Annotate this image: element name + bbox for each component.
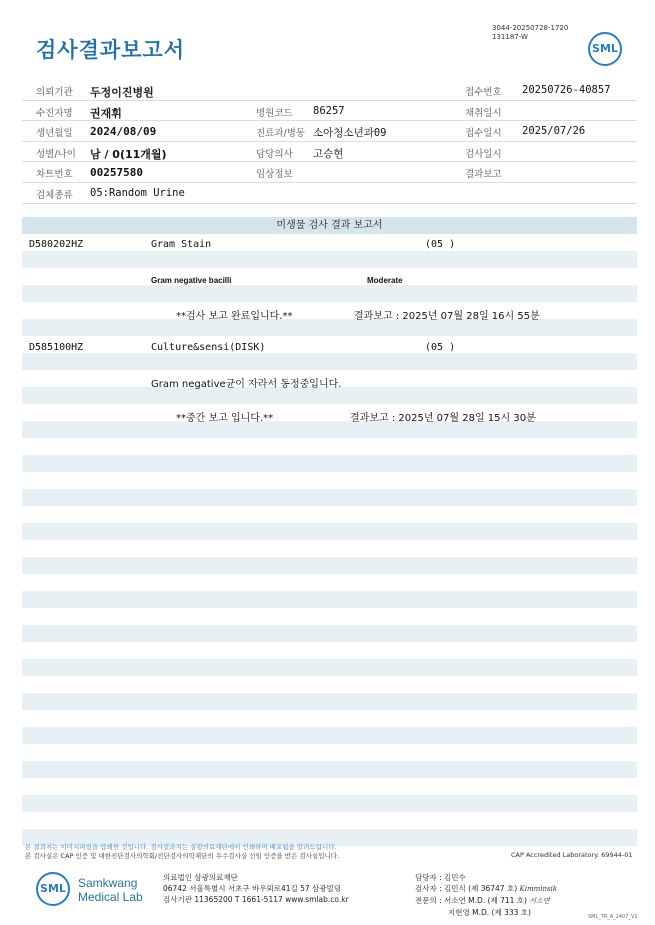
info-value-gender-age: 남 / 0(11개월) [90,147,167,161]
results-section-title: 미생물 검사 결과 보고서 [22,217,637,234]
test-code: D585100HZ [29,342,84,353]
info-row-chart [22,162,637,183]
info-value-hospital-code: 86257 [313,104,345,117]
stripe-row [22,727,637,744]
stripe-row [22,251,637,268]
info-label: 접수번호 [465,87,502,98]
test-amount: Moderate [367,276,403,285]
stripe-row [22,455,637,472]
info-value-birthdate: 2024/08/09 [90,125,157,139]
info-label: 검체종류 [36,189,73,201]
info-value-department: 소아청소년과09 [313,127,387,140]
signature: 서소연 [529,897,550,905]
test-report-time: 결과보고 : 2025년 07월 28일 16시 55분 [354,311,540,322]
stripe-row [22,489,637,506]
info-label: 검사일시 [465,148,502,160]
info-label: 접수일시 [465,128,502,140]
staff-contact: 담당자 : 김민수 [415,873,466,882]
signature: Kimminsik [519,885,558,893]
form-code: SML_TR_A_2407_V1 [588,914,638,920]
footer-note-image: 본 결과지는 이미지파일을 압쇄한 것입니다. 검사결과지는 삼광의료재단에서 인쇄하여 배포됨을 알려드립니다. [25,843,337,851]
info-value-institution: 두정이진병원 [90,86,154,99]
info-row-birth [22,121,637,142]
info-label: 병원코드 [256,107,293,119]
sml-footer-logo: SML [36,872,70,906]
info-row-institution [22,80,637,101]
brand-name: Samkwang Medical Lab [78,876,143,904]
stripe-row [22,761,637,778]
footer-note-certification: 본 검사실은 CAP 인증 및 대한진단검사의학회/진단검사의학재단의 우수검사실 신임 인증을 받은 검사실입니다. [25,852,340,860]
lab-address: 의료법인 삼광의료재단 06742 서울특별시 서초구 바우뫼로41길 57 삼광빌딩 검사기관 11365200 T 1661-5117 www.smlab.co.kr [163,873,349,904]
info-label: 담당의사 [256,148,293,160]
test-name: Culture&sensi(DISK) [151,342,266,353]
stripe-row [22,523,637,540]
staff-list [415,872,557,918]
test-report-time: 결과보고 : 2025년 07월 28일 15시 30분 [350,413,536,424]
info-label: 채취일시 [465,107,502,119]
sml-logo: SML [588,32,622,66]
info-label: 의뢰기관 [36,87,73,98]
info-value-patient-name: 권재휘 [90,106,122,120]
info-label: 임상정보 [256,169,293,181]
info-value-specimen: 05:Random Urine [90,186,185,199]
info-label: 성별/나이 [36,148,76,160]
test-finding: Gram negative bacilli [151,276,232,285]
info-value-receipt-date: 2025/07/26 [522,125,586,138]
page-title: 검사결과보고서 [36,38,186,62]
info-label: 생년월일 [36,128,73,140]
info-row-gender [22,142,637,163]
stripe-row [22,693,637,710]
stripe-row [22,557,637,574]
cap-accreditation: CAP Accredited Laboratory. 69944-01 [511,851,633,859]
test-suffix: (05 ) [425,342,456,353]
stripe-row [22,353,637,370]
stripe-row [22,319,637,336]
test-suffix: (05 ) [425,239,456,250]
info-label: 결과보고 [465,169,502,181]
patient-info-table [22,80,637,204]
info-label: 수진자명 [36,107,73,119]
stripe-row [22,625,637,642]
staff-specialist: 전문의 : 서소연 M.D. (제 711 호) 서소연 [415,896,550,905]
info-value-chart-no: 00257580 [90,166,143,180]
staff-examiner: 검사자 : 김민식 (제 36747 호) Kimminsik [415,884,558,893]
stripe-row [22,421,637,438]
stripe-row [22,795,637,812]
info-value-receipt-no: 20250726-40857 [522,84,611,96]
test-status: **중간 보고 입니다.** [176,413,274,424]
info-label: 차트번호 [36,169,73,181]
info-value-doctor: 고승현 [313,147,344,160]
test-name: Gram Stain [151,239,212,250]
document-code: 3044-20250728-1720 131187-W [492,24,569,41]
info-row-specimen [22,183,637,204]
results-table [22,217,637,846]
staff-specialist-2: 지현영 M.D. (제 333 호) [448,908,531,917]
info-label: 진료과/병동 [256,128,306,140]
stripe-row [22,659,637,676]
test-status: **검사 보고 완료입니다.** [176,311,293,322]
test-code: D580202HZ [29,239,84,250]
stripe-row [22,285,637,302]
info-row-patient [22,101,637,122]
stripe-row [22,591,637,608]
result-stripes [22,251,637,846]
test-finding: Gram negative균이 자라서 동정중입니다. [151,379,342,390]
